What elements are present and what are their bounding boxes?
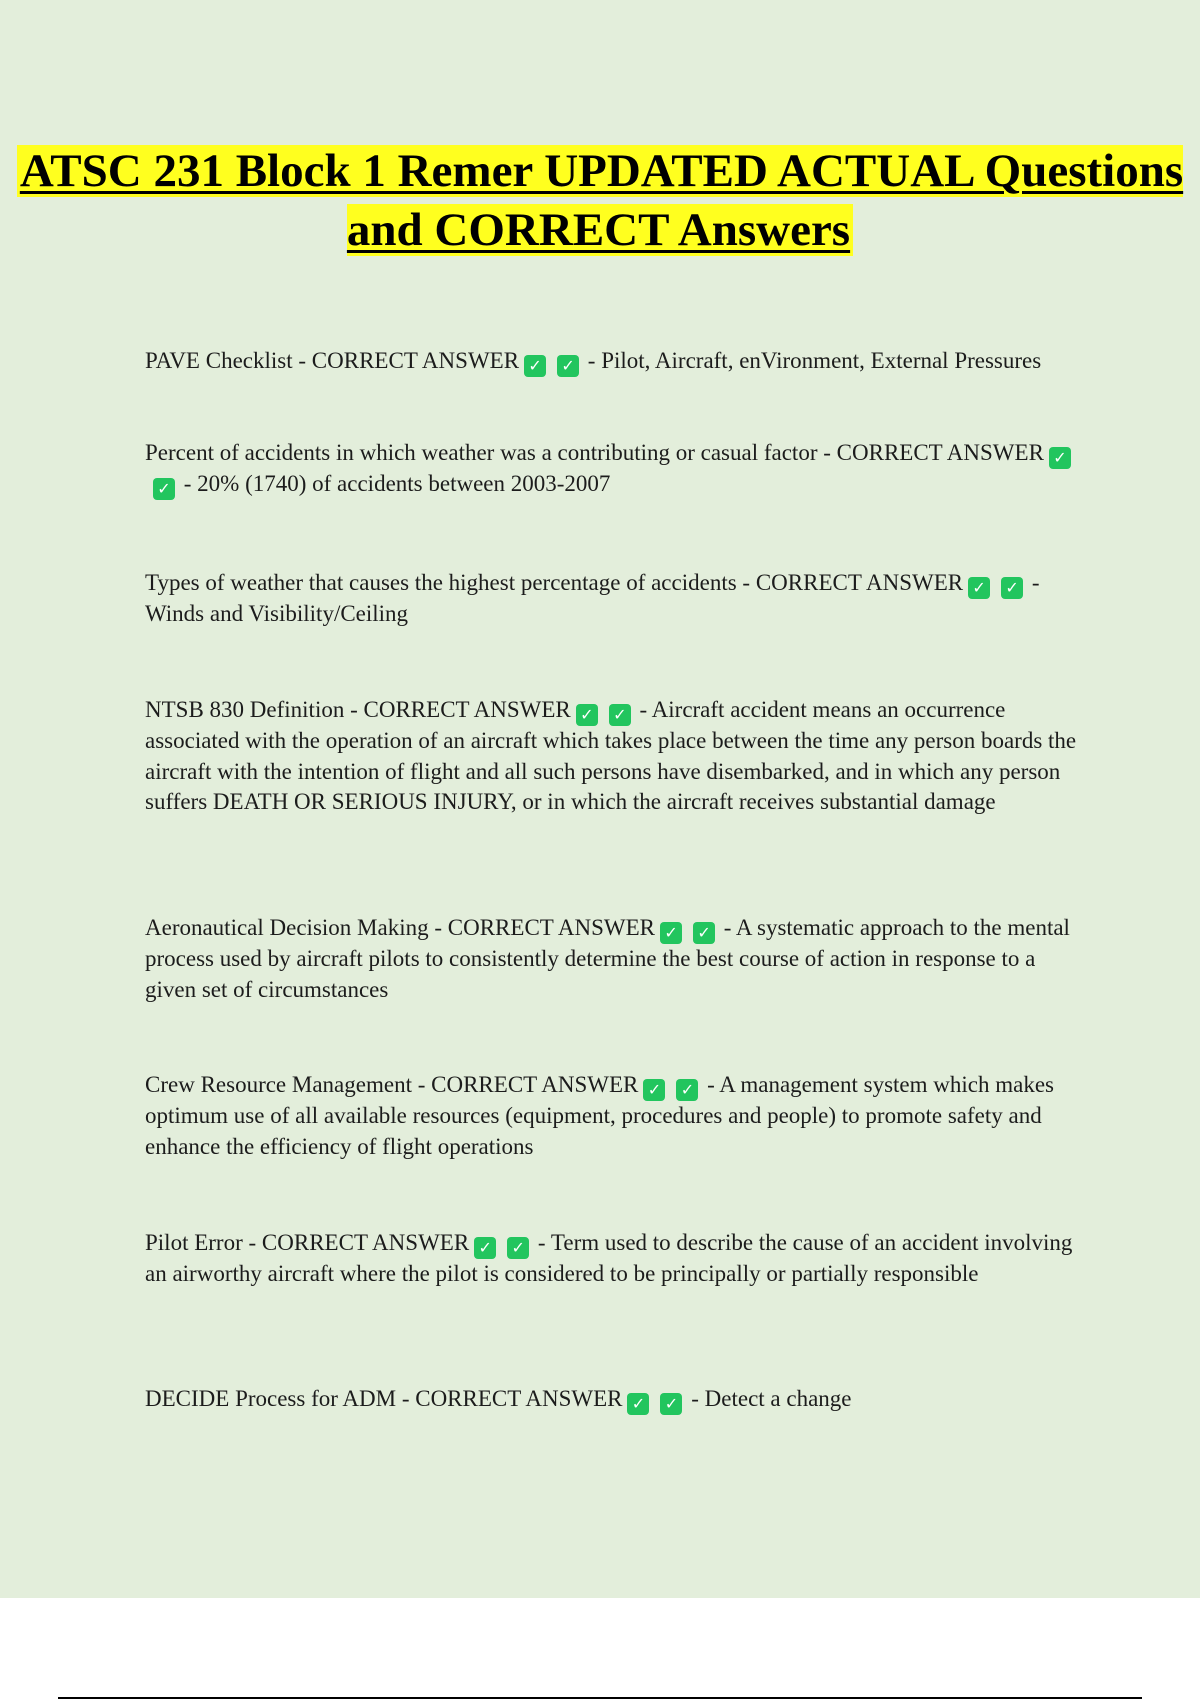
question-text: NTSB 830 Definition: [145, 697, 345, 722]
check-mark-icon: ✓: [576, 704, 598, 726]
question-text: Aeronautical Decision Making: [145, 915, 429, 940]
qa-entry-pave-checklist: PAVE Checklist - CORRECT ANSWER ✓ ✓ - Pilot, Aircraft, enVironment, External Pressures: [145, 348, 1042, 375]
question-text: DECIDE Process for ADM: [145, 1386, 397, 1411]
qa-entry-crm: Crew Resource Management - CORRECT ANSWER ✓ ✓ - A management system which makes optimum use of all available resources (equipment, procedures and people) to promote safety and enhance the efficiency of flight operations: [145, 1072, 1054, 1159]
check-mark-icon: ✓: [627, 1393, 649, 1415]
qa-entry-pilot-error: Pilot Error - CORRECT ANSWER ✓ ✓ - Term used to describe the cause of an accident involving an airworthy aircraft where the pilot is considered to be principally or partially responsible: [145, 1230, 1073, 1286]
check-mark-icon: ✓: [693, 922, 715, 944]
qa-entry-ntsb-830: NTSB 830 Definition - CORRECT ANSWER ✓ ✓ - Aircraft accident means an occurrence associated with the operation of an aircraft which takes place between the time any person boards the aircraft with the intention of flight and all such persons have disembarked, and in which any person suffers DEATH OR SERIOUS INJURY, or in which the aircraft receives substantial damage: [145, 697, 1077, 814]
qa-entry-weather-types: Types of weather that causes the highest percentage of accidents - CORRECT ANSWER ✓ ✓ - Winds and Visibility/Ceiling: [145, 570, 1040, 626]
check-mark-icon: ✓: [660, 922, 682, 944]
check-mark-icon: ✓: [968, 577, 990, 599]
question-text: Types of weather that causes the highest percentage of accidents: [145, 570, 737, 595]
check-mark-icon: ✓: [524, 355, 546, 377]
answer-marker: CORRECT ANSWER: [311, 348, 520, 373]
answer-text: A systematic approach to the mental process used by aircraft pilots to consistently determine the best course of action in response to a given set of circumstances: [145, 915, 1070, 1002]
check-mark-icon: ✓: [609, 704, 631, 726]
check-mark-icon: ✓: [507, 1237, 529, 1259]
check-mark-icon: ✓: [153, 478, 175, 500]
qa-entry-adm: Aeronautical Decision Making - CORRECT ANSWER ✓ ✓ - A systematic approach to the mental process used by aircraft pilots to consistently determine the best course of action in response to a given set of circumstances: [145, 915, 1070, 1002]
answer-text: 20% (1740) of accidents between 2003-2007: [197, 471, 611, 496]
check-mark-icon: ✓: [643, 1079, 665, 1101]
check-mark-icon: ✓: [474, 1237, 496, 1259]
qa-entry-weather-percent: Percent of accidents in which weather was a contributing or casual factor - CORRECT ANSWER ✓✓ - 20% (1740) of accidents between 2003-2007: [145, 438, 1085, 500]
document-title: [0, 142, 1200, 260]
answer-text: Winds and Visibility/Ceiling: [145, 601, 409, 626]
question-text: Crew Resource Management: [145, 1072, 412, 1097]
question-text: PAVE Checklist: [145, 348, 293, 373]
page-divider: [58, 1697, 1142, 1699]
answer-text: Term used to describe the cause of an accident involving an airworthy aircraft where the pilot is considered to be principally or partially responsible: [145, 1230, 1073, 1286]
question-text: Pilot Error: [145, 1230, 243, 1255]
answer-text: Aircraft accident means an occurrence associated with the operation of an aircraft which takes place between the time any person boards the aircraft with the intention of flight and all such persons have disembarked, and in which any person suffers DEATH OR SERIOUS INJURY, or in which the aircraft receives substantial damage: [145, 697, 1077, 814]
check-mark-icon: ✓: [660, 1393, 682, 1415]
title-highlight: ATSC 231 Block 1 Remer UPDATED ACTUAL Questions and CORRECT Answers: [17, 145, 1183, 256]
answer-marker: CORRECT ANSWER: [363, 697, 571, 722]
answer-text: Pilot, Aircraft, enVironment, External Pressures: [601, 348, 1042, 373]
question-text: Percent of accidents in which weather was a contributing or casual factor: [145, 440, 818, 465]
answer-marker: CORRECT ANSWER: [415, 1386, 623, 1411]
answer-marker: CORRECT ANSWER: [261, 1230, 470, 1255]
check-mark-icon: ✓: [557, 355, 579, 377]
answer-marker: CORRECT ANSWER: [447, 915, 656, 940]
answer-text: A management system which makes optimum use of all available resources (equipment, procedures and people) to promote safety and enhance the efficiency of flight operations: [145, 1072, 1054, 1159]
check-mark-icon: ✓: [676, 1079, 698, 1101]
check-mark-icon: ✓: [1001, 577, 1023, 599]
answer-marker: CORRECT ANSWER: [755, 570, 964, 595]
answer-marker: CORRECT ANSWER: [836, 440, 1044, 465]
answer-marker: CORRECT ANSWER: [431, 1072, 639, 1097]
qa-entry-decide-process: DECIDE Process for ADM - CORRECT ANSWER ✓ ✓ - Detect a change: [145, 1386, 852, 1413]
answer-text: Detect a change: [704, 1386, 852, 1411]
check-mark-icon: ✓: [1049, 447, 1071, 469]
